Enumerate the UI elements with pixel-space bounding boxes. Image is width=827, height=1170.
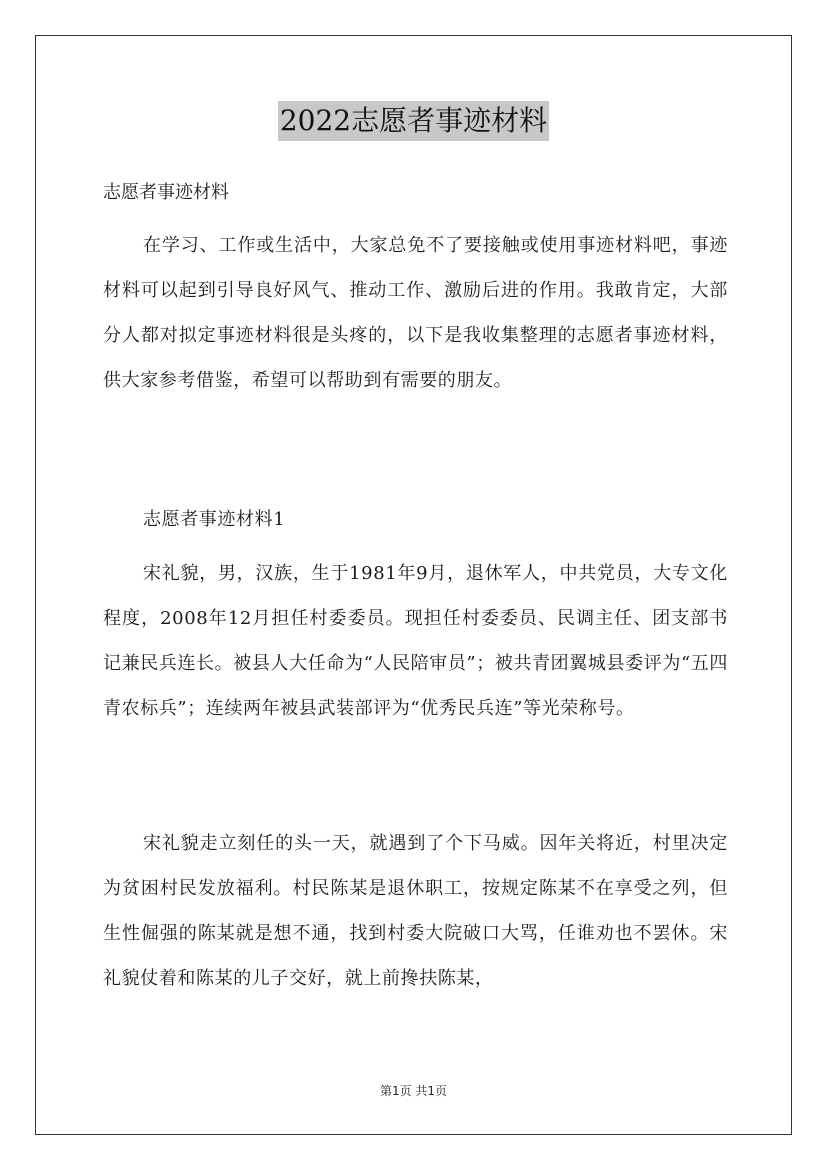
section-heading: 志愿者事迹材料1 bbox=[143, 509, 286, 530]
document-subtitle: 志愿者事迹材料 bbox=[103, 182, 229, 203]
body-paragraph-1: 宋礼貌，男，汉族，生于1981年9月，退休军人，中共党员，大专文化程度，2008年12月担任村委委员。现担任村委委员、民调主任、团支部书记兼民兵连长。被县人大任命为“人民陪审员”；被共青团翼城县委评为“五四青农标兵”；连续两年被县武装部评为“优秀民兵连”等光荣称号。 bbox=[103, 563, 728, 719]
page-number-footer: 第1页 共1页 bbox=[379, 1084, 448, 1098]
intro-paragraph: 在学习、工作或生活中，大家总免不了要接触或使用事迹材料吧，事迹材料可以起到引导良好风气、推动工作、激励后进的作用。我敢肯定，大部分人都对拟定事迹材料很是头疼的，以下是我收集整理的志愿者事迹材料，供大家参考借鉴，希望可以帮助到有需要的朋友。 bbox=[103, 235, 728, 391]
document-title: 2022志愿者事迹材料 bbox=[278, 101, 549, 141]
body-paragraph-2: 宋礼貌走立刻任的头一天，就遇到了个下马威。因年关将近，村里决定为贫困村民发放福利。村民陈某是退休职工，按规定陈某不在享受之列，但生性倔强的陈某就是想不通，找到村委大院破口大骂，任谁劝也不罢休。宋礼貌仗着和陈某的儿子交好，就上前搀扶陈某， bbox=[103, 833, 728, 989]
title-container bbox=[0, 101, 827, 141]
